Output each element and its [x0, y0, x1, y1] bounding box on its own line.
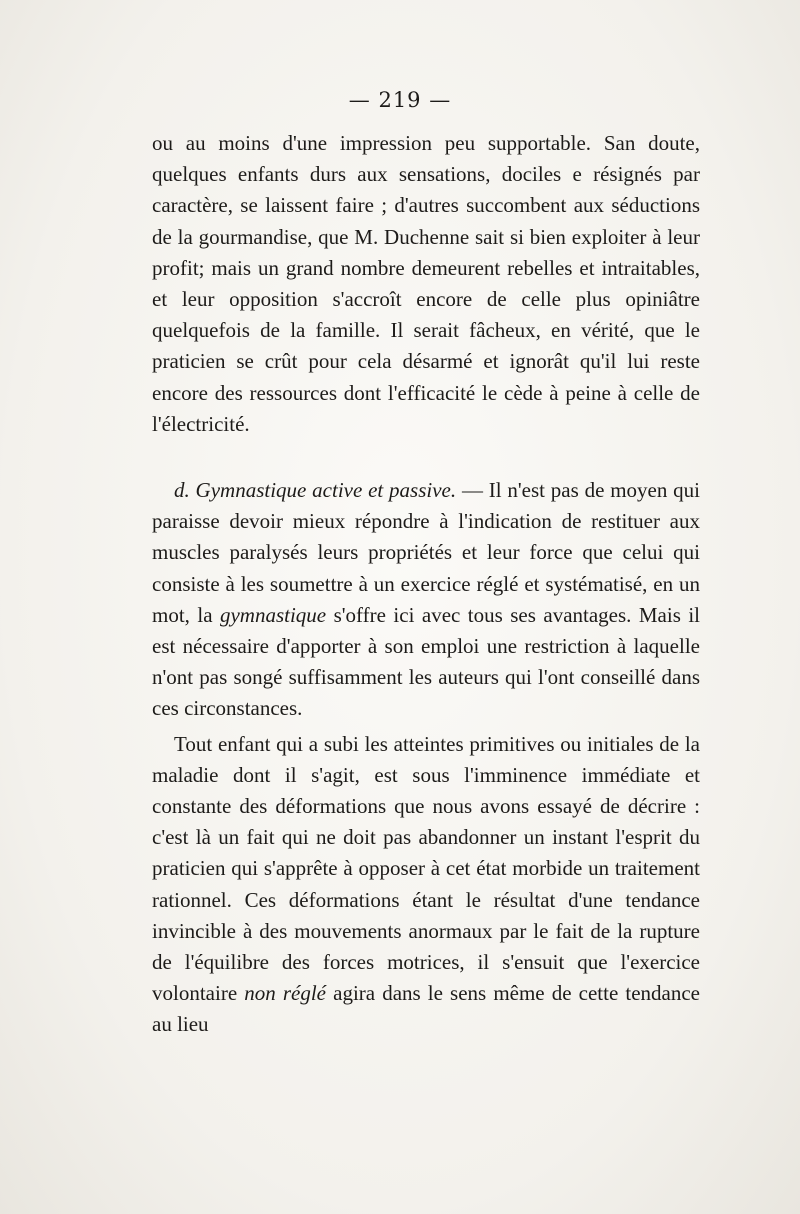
section-heading: d. Gymnastique active et passive. [174, 478, 457, 503]
page-number: — 219 — [348, 88, 452, 112]
paragraph-3-text-b: agira dans le sens même de cette tendance au lieu [152, 981, 701, 1037]
body-text [152, 128, 700, 1041]
paragraph-2 [152, 475, 700, 725]
paragraph-1: ou au moins d'une impression peu supportable. San doute, quelques enfants durs aux sensations, dociles e résignés par caractère, se laissent faire ; d'autres succombent aux séductions de la gourmandise, que M. Duchenne sait si bien exploiter à leur profit; mais un grand nombre demeurent rebelles et intraitables, et leur opposition s'accroît encore de celle plus opiniâtre quelquefois de la famille. Il serait fâcheux, en vérité, que le praticien se crût pour cela désarmé et ignorât qu'il lui reste encore des ressources dont l'efficacité le cède à peine à celle de l'électricité. [152, 131, 700, 436]
paragraph-3 [152, 729, 700, 1041]
paragraph-3-text-a: Tout enfant qui a subi les atteintes primitives ou initiales de la maladie dont il s'agit, est sous l'imminence immédiate et constante des déformations que nous avons essayé de décrire : c'est là un fait qui ne doit pas abandonner un instant l'esprit du praticien qui s'apprête à opposer à cet état morbide un traitement rationnel. Ces déformations étant le résultat d'une tendance invincible à des mouvements anormaux par le fait de la rupture de l'équilibre des forces motrices, il s'ensuit que l'exercice volontaire [152, 731, 700, 1006]
term-gymnastique: gymnastique [219, 602, 327, 627]
paragraph-2-text-a: Il n'est pas de moyen qui paraisse devoir mieux répondre à l'indication de restituer aux muscles paralysés leurs propriétés et leur force que celui qui consiste à les soumettre à un exercice réglé et systématisé, en un mot, la [152, 478, 701, 627]
heading-dash: — [456, 478, 489, 503]
paragraph-2-text-b: s'offre ici avec tous ses avantages. Mais il est nécessaire d'apporter à son emploi une restriction à laquelle n'ont pas songé suffisamment les auteurs qui l'ont conseillé dans ces circonstances. [152, 602, 700, 721]
term-non-regle: non réglé [244, 981, 327, 1006]
